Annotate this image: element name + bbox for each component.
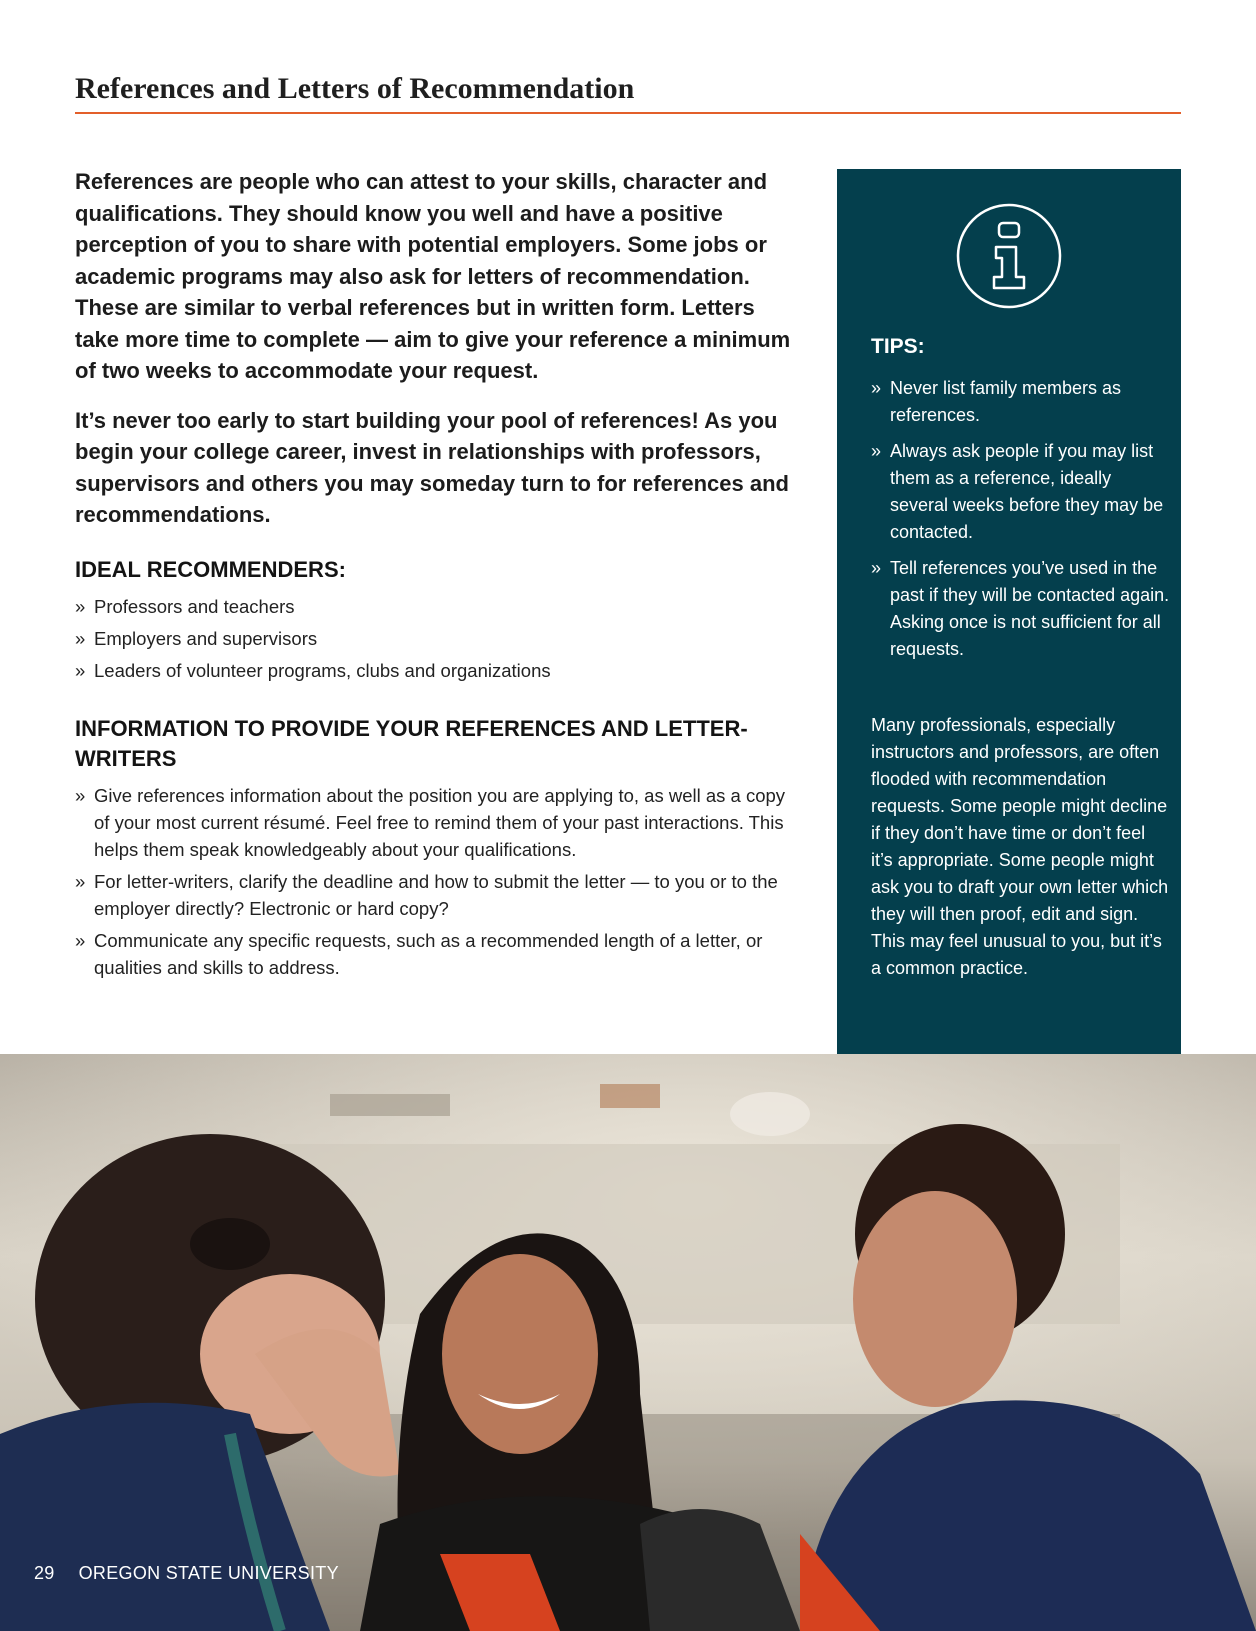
bullet-icon: » bbox=[75, 595, 86, 617]
photo-illustration bbox=[0, 1054, 1256, 1631]
bullet-icon: » bbox=[75, 929, 86, 951]
list-item bbox=[75, 593, 797, 620]
tip-item bbox=[871, 438, 1171, 546]
information-heading: INFORMATION TO PROVIDE YOUR REFERENCES AND LETTER-WRITERS bbox=[75, 715, 748, 771]
list-item bbox=[75, 625, 797, 652]
bullet-icon: » bbox=[75, 659, 86, 681]
intro-paragraph: It’s never too early to start building your pool of references! As you begin your college career, invest in relationships with professors, supervisors and others you may someday turn to for references and recommendations. bbox=[75, 407, 789, 527]
footer bbox=[34, 1563, 339, 1584]
ideal-recommenders-heading: IDEAL RECOMMENDERS: bbox=[75, 556, 346, 582]
tip-item bbox=[871, 555, 1171, 663]
tips-heading: TIPS: bbox=[871, 335, 925, 358]
main-column bbox=[75, 166, 797, 986]
bullet-icon: » bbox=[871, 378, 882, 398]
tips-list bbox=[871, 375, 1171, 672]
tip-text: Always ask people if you may list them as a reference, ideally several weeks before they may be contacted. bbox=[890, 441, 1164, 542]
tips-sidebar bbox=[837, 169, 1181, 1055]
list-item bbox=[75, 657, 797, 684]
list-item-text: Leaders of volunteer programs, clubs and organizations bbox=[94, 659, 551, 681]
list-item-text: Give references information about the position you are applying to, as well as a copy of your most current résumé. Feel free to remind them of your past interactions. This helps them speak knowledgeably about your qualifications. bbox=[94, 784, 786, 860]
tip-text: Tell references you’ve used in the past if they will be contacted again. Asking once is not sufficient for all requests. bbox=[890, 558, 1170, 659]
bullet-icon: » bbox=[75, 784, 86, 806]
list-item-text: Employers and supervisors bbox=[94, 627, 318, 649]
list-item bbox=[75, 782, 797, 863]
page-number: 29 bbox=[34, 1563, 55, 1583]
intro bbox=[75, 166, 797, 531]
photo-students-and-mentor bbox=[0, 1054, 1256, 1631]
page-title: References and Letters of Recommendation bbox=[75, 72, 1181, 114]
list-item bbox=[75, 927, 797, 981]
tip-item bbox=[871, 375, 1171, 429]
tip-text: Never list family members as references. bbox=[890, 378, 1122, 425]
bullet-icon: » bbox=[871, 441, 882, 461]
bullet-icon: » bbox=[75, 870, 86, 892]
list-item-text: Communicate any specific requests, such as a recommended length of a letter, or qualities and skills to address. bbox=[94, 929, 763, 978]
ideal-recommenders-list bbox=[75, 593, 797, 684]
list-item-text: Professors and teachers bbox=[94, 595, 295, 617]
list-item-text: For letter-writers, clarify the deadline and how to submit the letter — to you or to the employer directly? Electronic or hard copy? bbox=[94, 870, 778, 919]
sidebar-note: Many professionals, especially instructors and professors, are often flooded with recommendation requests. Some people might decline if they don’t have time or don’t feel it’s appropriate. Some people might ask you to draft your own letter which they will then proof, edit and sign. This may feel unusual to you, but it’s a common practice. bbox=[871, 715, 1169, 978]
bullet-icon: » bbox=[871, 558, 882, 578]
institution-name: OREGON STATE UNIVERSITY bbox=[78, 1563, 339, 1583]
info-icon bbox=[956, 203, 1062, 309]
bullet-icon: » bbox=[75, 627, 86, 649]
information-list bbox=[75, 782, 797, 981]
list-item bbox=[75, 868, 797, 922]
intro-paragraph: References are people who can attest to your skills, character and qualifications. They should know you well and have a positive perception of you to share with potential employers. Some jobs or academic programs may also ask for letters of recommendation. These are similar to verbal references but in written form. Letters take more time to complete — aim to give your reference a minimum of two weeks to accommodate your request. bbox=[75, 169, 791, 383]
